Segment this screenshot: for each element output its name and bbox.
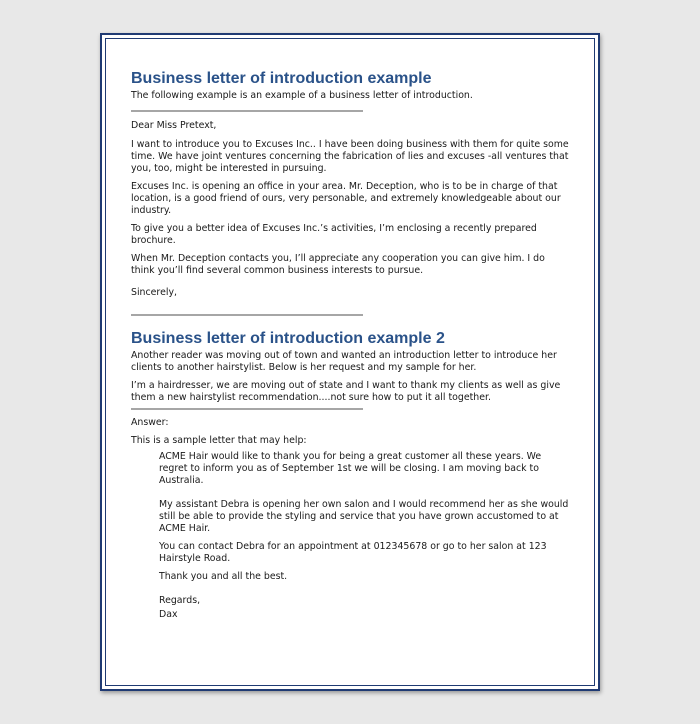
sample-letter-paragraph-2: My assistant Debra is opening her own salon and I would recommend her as she would still be able to provide the styling and service that you have grown accustomed to at ACME Hair. <box>159 499 569 534</box>
sample-letter <box>131 451 571 621</box>
section1-intro: The following example is an example of a business letter of introduction. <box>131 90 473 101</box>
section2-paragraph-1: Another reader was moving out of town and wanted an introduction letter to introduce her clients to another hairstylist. Below is her request and my sample for her. <box>131 350 557 373</box>
section1-heading: Business letter of introduction example <box>131 70 432 87</box>
document-page <box>100 33 600 691</box>
section2-paragraph-2: I’m a hairdresser, we are moving out of state and I want to thank my clients as well as give them a new hairstylist recommendation....not sure how to put it all together. <box>131 380 561 403</box>
sample-letter-closing: Regards, <box>159 595 201 606</box>
letter1-closing: Sincerely, <box>131 287 177 298</box>
sample-letter-paragraph-4: Thank you and all the best. <box>159 571 288 582</box>
letter1-paragraph-4: When Mr. Deception contacts you, I’ll appreciate any cooperation you can give him. I do think you’ll find several common business interests to pursue. <box>131 253 545 276</box>
letter1-paragraph-3: To give you a better idea of Excuses Inc.’s activities, I’m enclosing a recently prepared brochure. <box>131 223 537 246</box>
sample-letter-paragraph-3: You can contact Debra for an appointment at 012345678 or go to her salon at 123 Hairstyle Road. <box>159 541 547 564</box>
section1-divider-top <box>131 110 363 112</box>
sample-letter-signature: Dax <box>159 609 178 620</box>
section2-divider <box>131 408 363 410</box>
letter1-paragraph-2: Excuses Inc. is opening an office in your area. Mr. Deception, who is to be in charge of that location, is a good friend of ours, very personable, and extremely knowledgeable about our industry. <box>131 181 561 216</box>
answer-label: Answer: <box>131 417 169 428</box>
salutation: Dear Miss Pretext, <box>131 120 217 131</box>
sample-intro: This is a sample letter that may help: <box>131 435 307 446</box>
section2-heading: Business letter of introduction example 2 <box>131 330 445 347</box>
letter1-paragraph-1: I want to introduce you to Excuses Inc.. I have been doing business with them for quite some time. We have joint ventures concerning the fabrication of lies and excuses -all ventures that you, too, might be interested in pursuing. <box>131 139 569 174</box>
section1-divider-bottom <box>131 314 363 316</box>
sample-letter-paragraph-1: ACME Hair would like to thank you for being a great customer all these years. We regret to inform you as of September 1st we will be closing. I am moving back to Australia. <box>159 451 542 486</box>
document-content <box>131 69 571 621</box>
